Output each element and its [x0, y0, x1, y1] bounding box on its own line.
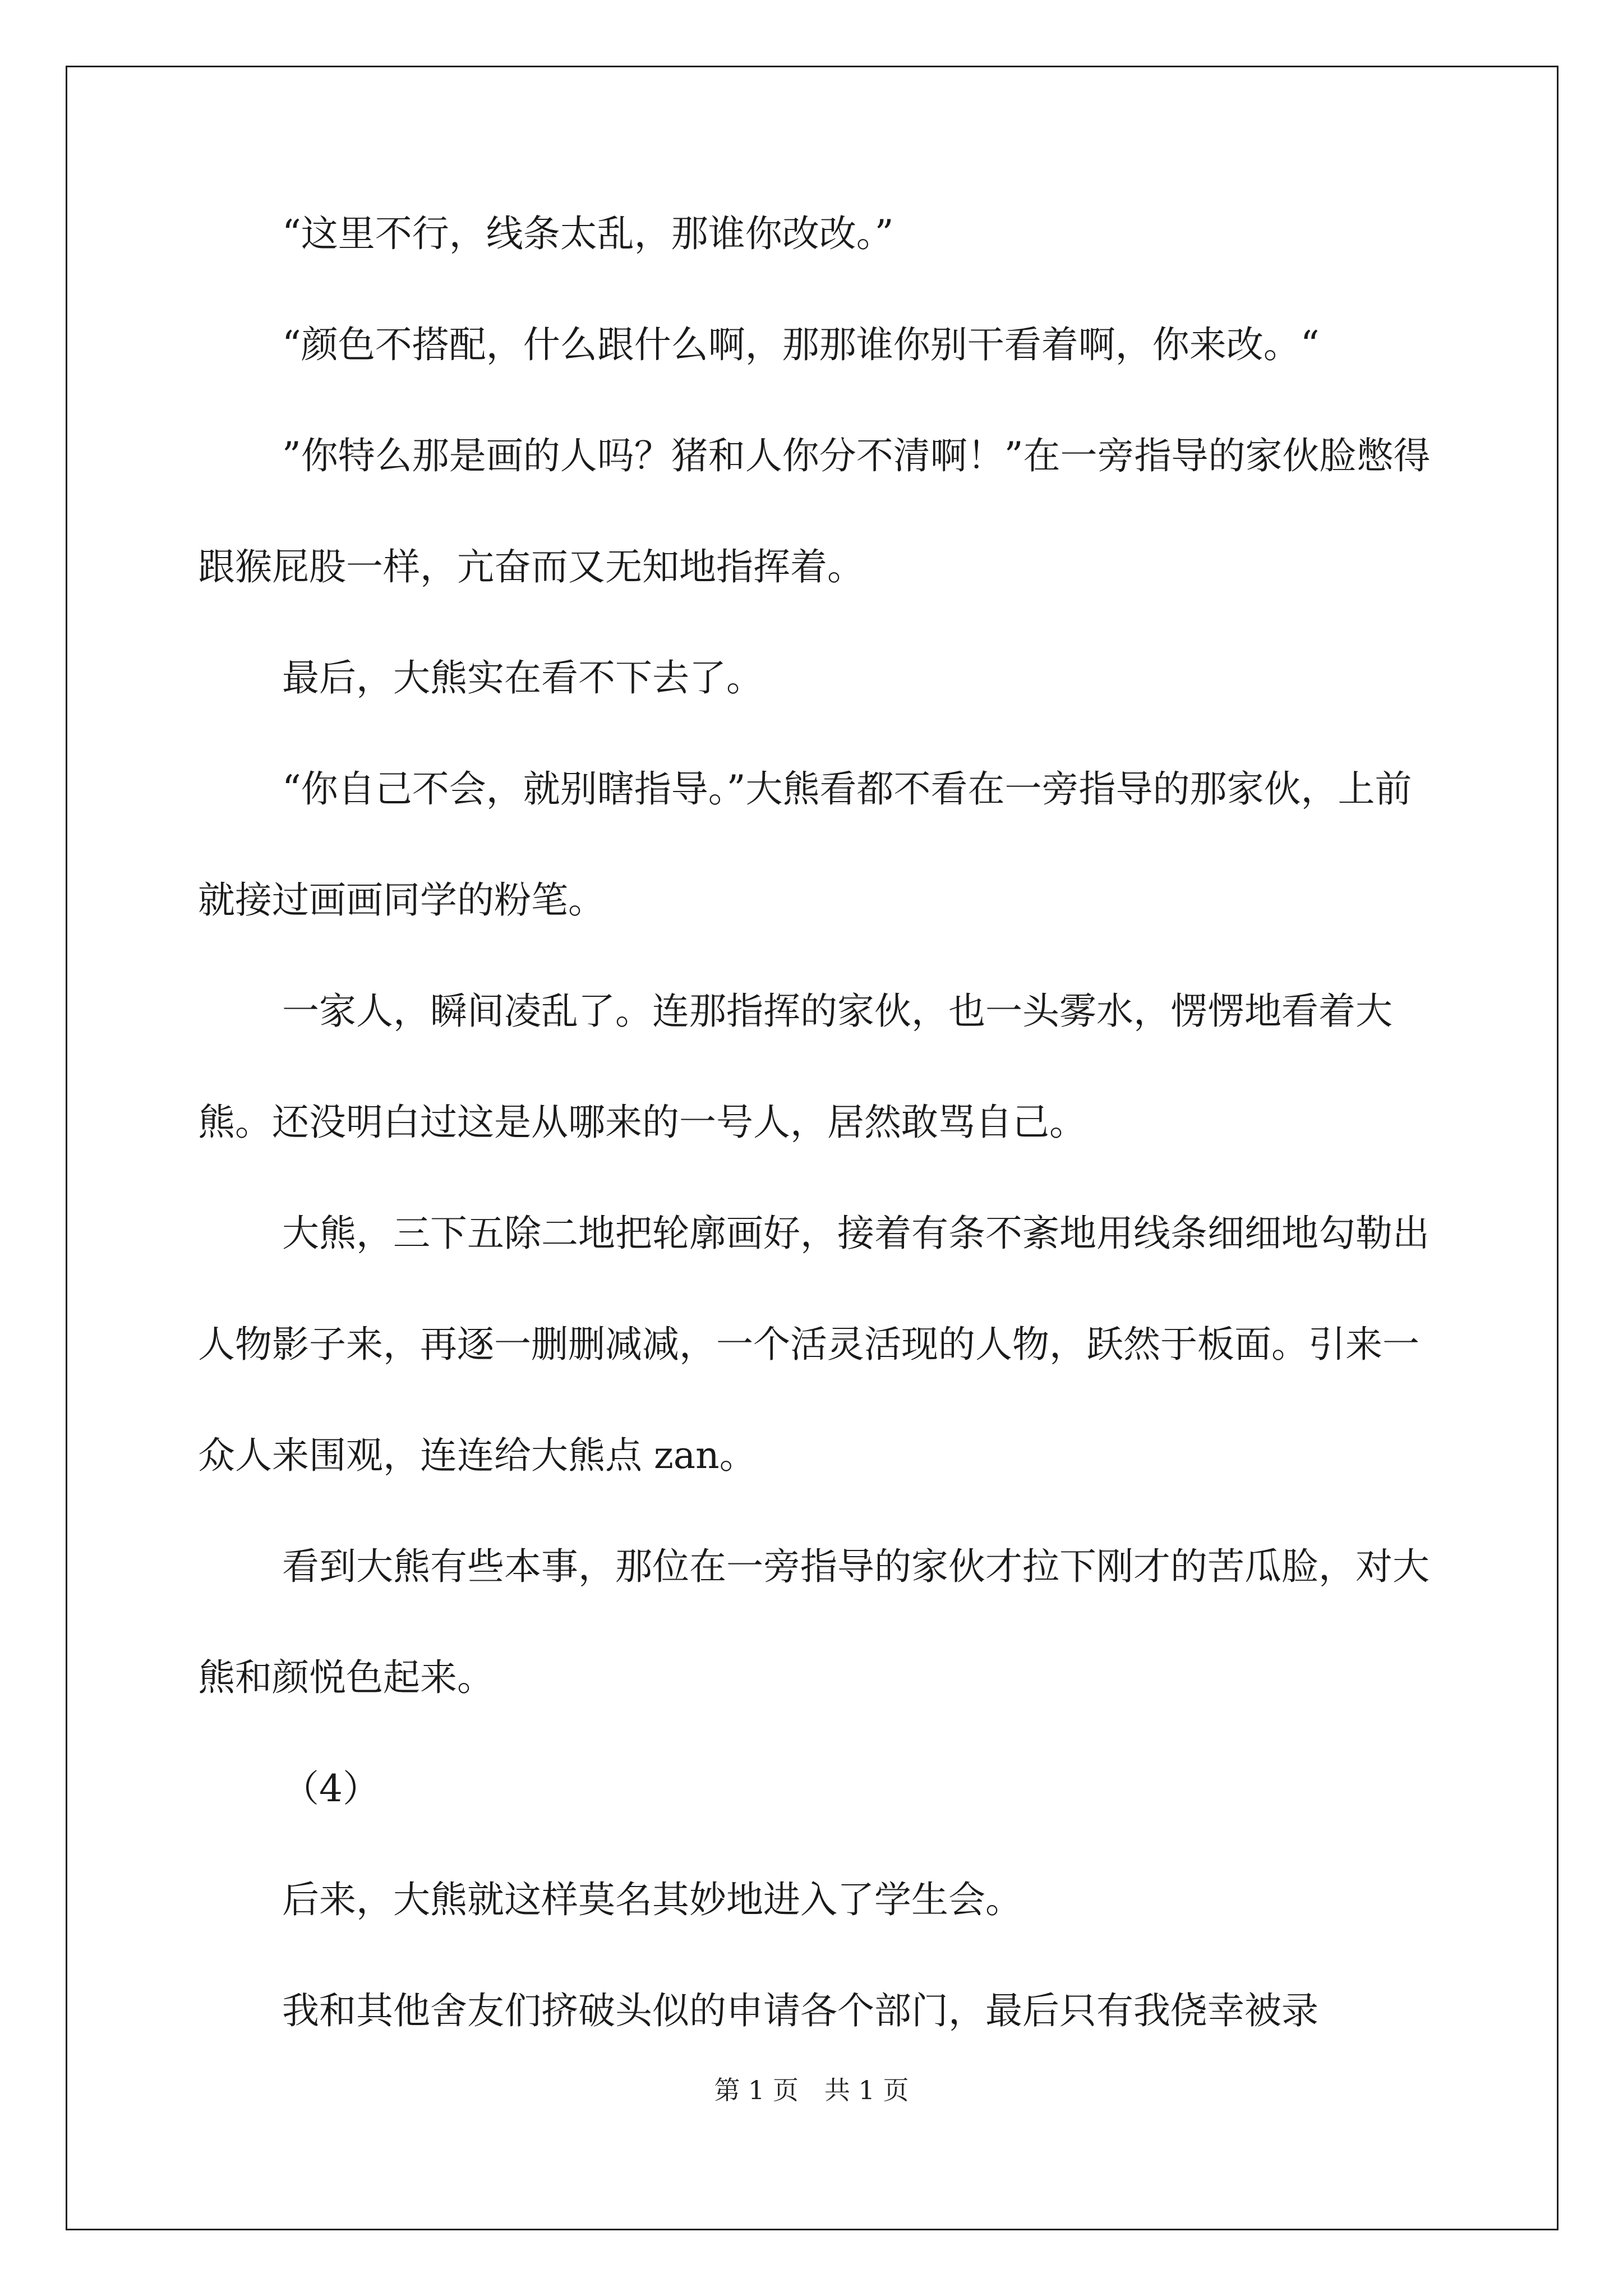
paragraph-5: “你自己不会，就别瞎指导。”大熊看都不看在一旁指导的那家伙，上前就接过画画同学的粉笔。	[198, 767, 1412, 922]
paragraph-9: 后来，大熊就这样莫名其妙地进入了学生会。	[282, 1878, 1022, 1921]
page-number-footer: 第 1 页 共 1 页	[714, 2075, 909, 2105]
paragraph-7: 大熊，三下五除二地把轮廓画好，接着有条不紊地用线条细细地勾勒出人物影子来，再逐一删删减减，一个活灵活现的人物，跃然于板面。引来一众人来围观，连连给大熊点 zan。	[198, 1212, 1430, 1477]
paragraph-6: 一家人，瞬间凌乱了。连那指挥的家伙，也一头雾水，愣愣地看着大熊。还没明白过这是从哪来的一号人，居然敢骂自己。	[198, 990, 1393, 1144]
section-number: （4）	[282, 1767, 380, 1810]
document-body	[198, 178, 1437, 2067]
paragraph-2: “颜色不搭配，什么跟什么啊，那那谁你别干看着啊，你来改。“	[282, 323, 1320, 366]
paragraph-4: 最后，大熊实在看不下去了。	[282, 656, 763, 700]
paragraph-8: 看到大熊有些本事，那位在一旁指导的家伙才拉下刚才的苦瓜脸，对大熊和颜悦色起来。	[198, 1545, 1430, 1699]
paragraph-1: “这里不行，线条太乱，那谁你改改。”	[282, 212, 894, 255]
paragraph-3: ”你特么那是画的人吗？猪和人你分不清啊！”在一旁指导的家伙脸憋得跟猴屁股一样，亢奋而又无知地指挥着。	[198, 434, 1431, 588]
paragraph-10: 我和其他舍友们挤破头似的申请各个部门，最后只有我侥幸被录	[282, 1989, 1318, 2032]
